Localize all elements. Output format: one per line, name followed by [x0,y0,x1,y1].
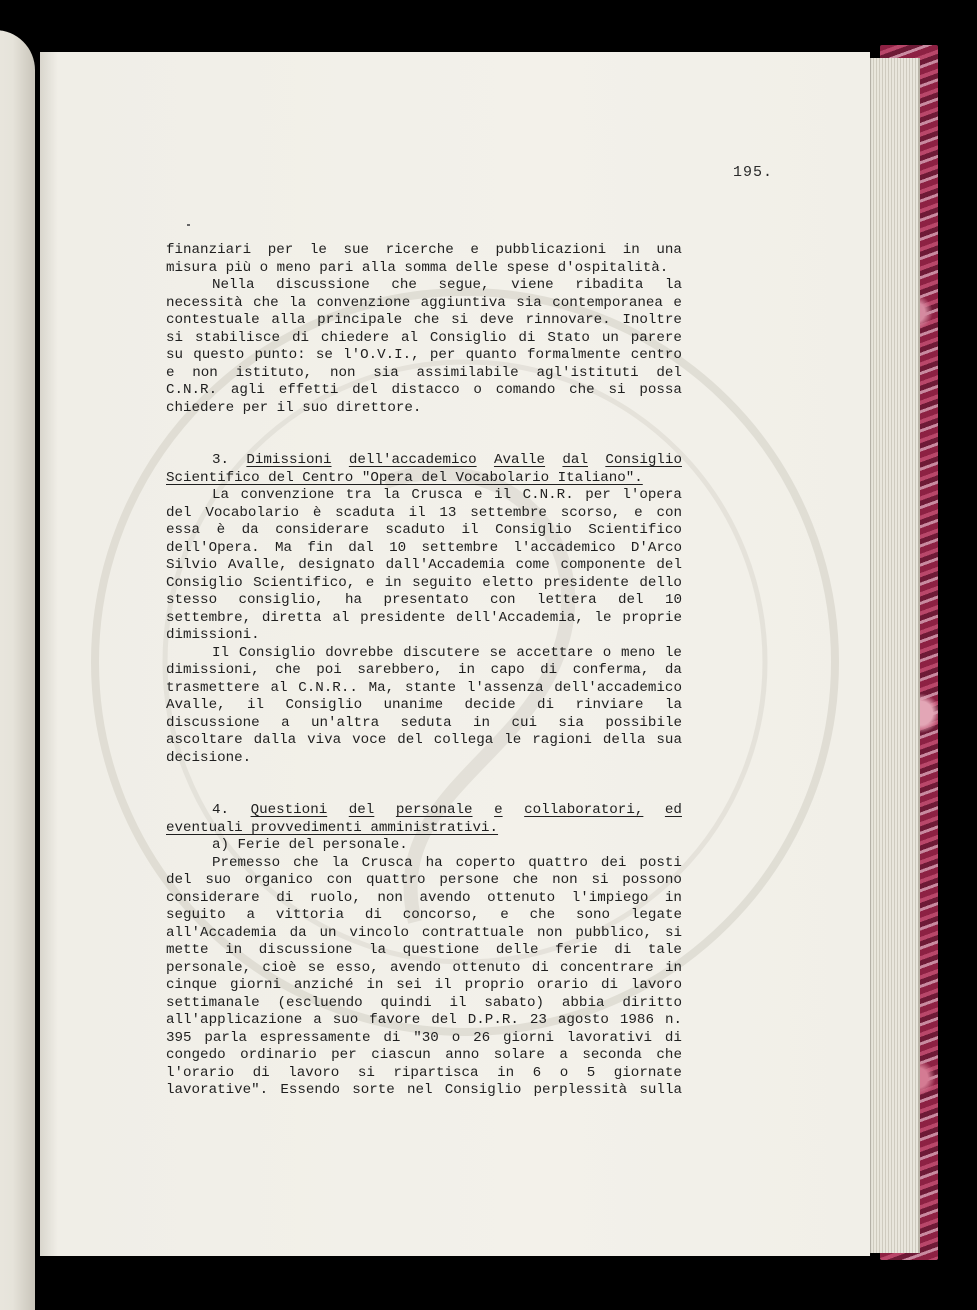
heading-line: Scientifico del Centro "Opera del Vocabolario Italiano". [166,469,643,486]
text-line: e non istituto, non sia assimilabile agl'istituti del [166,364,682,381]
body-paragraph [166,837,682,1100]
text-line: Nella discussione che segue, viene ribadita la [212,277,682,293]
text-line: seguito a vittoria di concorso, e che sono legate [166,907,682,923]
text-line: settembre, diretta al presidente dell'Accademia, le proprie [166,609,682,626]
section-heading [166,452,682,487]
page-block-edge [862,58,920,1253]
text-line: personale, cioè se esso, avendo ottenuto di concentrare in [166,959,682,976]
paragraph-gap [166,785,682,803]
text-line: ascoltare dalla viva voce del collega le ragioni della sua [166,732,682,748]
text-line: decisione. [166,749,252,766]
text-line: trasmettere al C.N.R.. Ma, stante l'assenza dell'accademico [166,679,682,696]
text-line: lavorative". Essendo sorte nel Consiglio perplessità sulla [166,1082,682,1098]
body-paragraph [166,487,682,767]
text-line: contestuale alla principale che si deve rinnovare. Inoltre [166,312,682,328]
heading-line: 4. Questioni del personale e collaboratori, ed [212,802,682,818]
text-line: si stabilisce di chiedere al Consiglio di Stato un parere [166,329,682,346]
text-line: dimissioni, che poi sarebbero, in capo di conferma, da [166,662,682,678]
text-line: La convenzione tra la Crusca e il C.N.R. per l'opera [212,487,682,503]
heading-line: 3. Dimissioni dell'accademico Avalle dal Consiglio [212,452,682,468]
text-line: mette in discussione la questione delle ferie di tale [166,942,682,958]
text-line: cinque giorni anziché in sei il proprio orario di lavoro [166,977,682,993]
section-heading [166,802,682,837]
text-line: congedo ordinario per ciascun anno solare a seconda che [166,1047,682,1063]
text-line: Premesso che la Crusca ha coperto quattro dei posti [212,854,682,871]
text-line: Consiglio Scientifico, e in seguito eletto presidente dello [166,574,682,591]
paragraph-gap [166,435,682,453]
text-line: C.N.R. agli effetti del distacco o comando che si possa [166,382,682,398]
text-line: necessità che la convenzione aggiuntiva sia contemporanea e [166,294,682,311]
page-number: 195. [733,164,774,181]
text-line: a) Ferie del personale. [212,837,408,853]
text-line: settimanale (escluendo quindi il sabato) abbia diritto [166,994,682,1011]
text-line: essa è da considerare scaduto il Consiglio Scientifico [166,522,682,538]
body-paragraph [166,242,682,417]
text-line: 395 parla espressamente di "30 o 26 giorni lavorativi di [166,1029,682,1046]
page-text [166,242,682,1100]
text-line: chiedere per il suo direttore. [166,399,422,416]
text-line: misura più o meno pari alla somma delle spese d'ospitalità. [166,259,669,276]
text-line: Silvio Avalle, designato dall'Accademia come componente del [166,557,682,573]
page-mark [187,224,190,226]
text-line: finanziari per le sue ricerche e pubblicazioni in una [166,242,682,258]
text-line: del suo organico con quattro persone che non si possono [166,872,682,888]
text-line: all'Accademia da un vincolo contrattuale non pubblico, si [166,924,682,941]
text-line: del Vocabolario è scaduta il 13 settembre scorso, e con [166,504,682,521]
text-line: su questo punto: se l'O.V.I., per quanto formalmente centro [166,347,682,363]
text-line: dell'Opera. Ma fin dal 10 settembre l'accademico D'Arco [166,539,682,556]
heading-line: eventuali provvedimenti amministrativi. [166,819,499,836]
text-line: all'applicazione a suo favore del D.P.R. 23 agosto 1986 n. [166,1012,682,1028]
facing-page-edge [0,30,35,1310]
paragraph-gap [166,767,682,785]
text-line: Il Consiglio dovrebbe discutere se accettare o meno le [212,644,682,661]
text-line: dimissioni. [166,627,260,643]
text-line: considerare di ruolo, non avendo ottenuto l'impiego in [166,889,682,906]
paragraph-gap [166,417,682,435]
text-line: stesso consiglio, ha presentato con lettera del 10 [166,592,682,608]
text-line: l'orario di lavoro si ripartisca in 6 o 5 giornate [166,1064,682,1081]
book-page [40,52,870,1256]
text-line: discussione a un'altra seduta in cui sia possibile [166,714,682,731]
text-line: Avalle, il Consiglio unanime decide di rinviare la [166,697,682,713]
